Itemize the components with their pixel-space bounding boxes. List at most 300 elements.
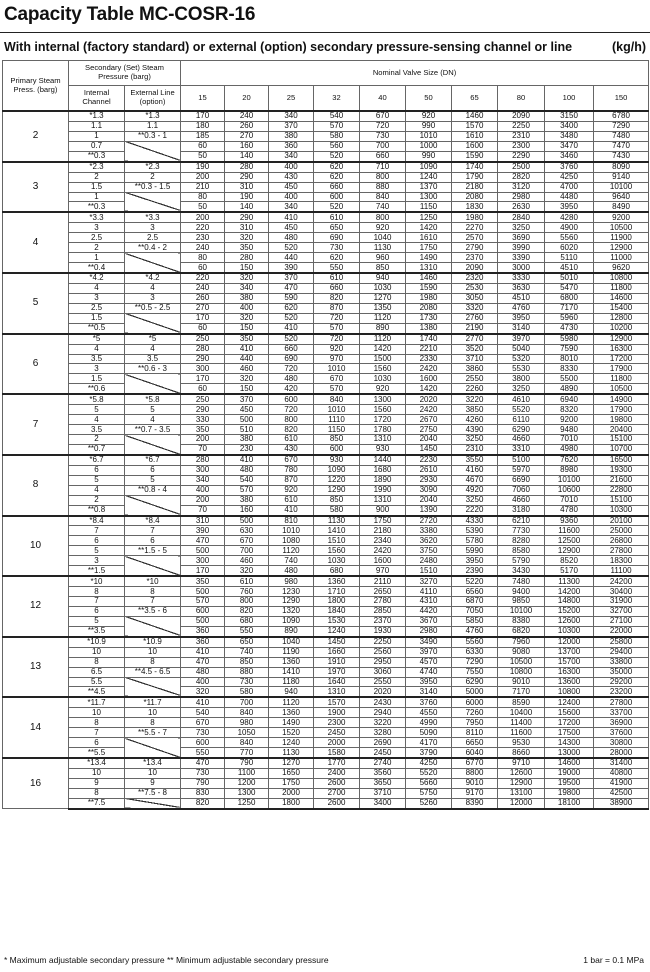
capacity-cell: 11600 [545,526,594,536]
capacity-cell: 7960 [498,637,545,647]
capacity-cell: 10500 [498,657,545,667]
capacity-cell: 170 [181,313,225,323]
not-applicable-cell [125,616,181,636]
capacity-cell: 1610 [452,131,498,141]
capacity-cell: 560 [314,141,360,151]
capacity-cell: 520 [269,313,314,323]
capacity-cell: 2300 [314,718,360,728]
capacity-cell: 2790 [452,243,498,253]
capacity-cell: 9200 [545,415,594,425]
table-row [3,283,649,293]
capacity-cell: 710 [360,162,406,172]
capacity-cell: 570 [225,485,269,495]
external-line-cell: 3 [125,223,181,233]
capacity-cell: 350 [225,334,269,344]
capacity-cell: 1500 [360,354,406,364]
capacity-cell: 12800 [594,313,649,323]
capacity-cell: 10800 [594,273,649,283]
internal-channel-cell: 3 [69,556,125,566]
capacity-cell: 400 [225,303,269,313]
capacity-cell: 610 [269,435,314,445]
capacity-cell: 5220 [452,576,498,586]
page-title: Capacity Table MC-COSR-16 [4,4,256,25]
capacity-cell: 1640 [314,677,360,687]
capacity-cell: 70 [181,505,225,515]
capacity-cell: 540 [314,111,360,121]
capacity-cell: 160 [225,505,269,515]
capacity-cell: 6820 [498,626,545,636]
capacity-cell: 1750 [406,243,452,253]
capacity-cell: 4920 [452,485,498,495]
capacity-cell: 3380 [406,526,452,536]
capacity-cell: 370 [225,394,269,404]
capacity-cell: 5100 [498,455,545,465]
capacity-cell: 1610 [406,233,452,243]
capacity-cell: 2780 [360,597,406,607]
internal-channel-cell: 4 [69,344,125,354]
internal-channel-cell: 1.5 [69,313,125,323]
page-subtitle [4,40,646,54]
capacity-cell: 2980 [498,192,545,202]
capacity-cell: 1010 [314,364,360,374]
external-line-cell: **0.3 - 1.5 [125,182,181,192]
table-row [3,354,649,364]
capacity-cell: 8330 [545,364,594,374]
table-row [3,516,649,526]
external-line-cell: **7.5 - 8 [125,788,181,798]
capacity-cell: 5960 [545,313,594,323]
capacity-cell: 480 [269,374,314,384]
capacity-cell: 16300 [545,667,594,677]
internal-channel-cell: 1.5 [69,182,125,192]
capacity-cell: 12600 [498,768,545,778]
capacity-cell: 2650 [360,587,406,597]
capacity-cell: 610 [314,273,360,283]
capacity-cell: 320 [225,374,269,384]
capacity-cell: 2310 [498,131,545,141]
table-row [3,758,649,768]
capacity-cell: 4550 [406,708,452,718]
capacity-cell: 6800 [545,293,594,303]
capacity-cell: 1010 [406,131,452,141]
capacity-cell: 500 [225,516,269,526]
not-applicable-cell [125,253,181,273]
internal-channel-cell: **0.5 [69,323,125,333]
capacity-cell: 2530 [452,283,498,293]
capacity-cell: 290 [181,405,225,415]
internal-channel-cell: 8 [69,587,125,597]
capacity-cell: 1720 [360,415,406,425]
capacity-cell: 550 [181,748,225,758]
capacity-cell: 25800 [594,637,649,647]
capacity-cell: 890 [269,626,314,636]
capacity-cell: 10400 [498,708,545,718]
table-row [3,495,649,505]
capacity-cell: 9530 [498,738,545,748]
capacity-cell: 420 [269,384,314,394]
capacity-cell: 2600 [314,778,360,788]
table-row [3,141,649,151]
capacity-cell: 10300 [545,626,594,636]
capacity-cell: 3950 [545,202,594,212]
external-line-cell: 10 [125,708,181,718]
capacity-cell: 2610 [406,465,452,475]
capacity-cell: 8010 [545,354,594,364]
capacity-cell: 19800 [545,788,594,798]
capacity-cell: 820 [314,293,360,303]
capacity-cell: 1040 [269,637,314,647]
capacity-cell: 19000 [545,768,594,778]
capacity-cell: 4740 [406,667,452,677]
capacity-cell: 360 [181,626,225,636]
table-row [3,192,649,202]
capacity-cell: 5850 [452,616,498,626]
capacity-cell: 2550 [360,677,406,687]
capacity-cell: 2270 [452,223,498,233]
capacity-cell: 2400 [314,768,360,778]
capacity-cell: 1130 [360,243,406,253]
capacity-cell: 1580 [314,748,360,758]
capacity-cell: 1120 [269,546,314,556]
capacity-cell: 660 [360,151,406,161]
capacity-cell: 12900 [498,778,545,788]
capacity-cell: 960 [360,253,406,263]
table-row [3,384,649,394]
capacity-cell: 830 [181,788,225,798]
capacity-cell: 9710 [498,758,545,768]
table-row [3,606,649,616]
capacity-cell: 350 [225,243,269,253]
capacity-cell: 3860 [452,364,498,374]
capacity-cell: 680 [225,616,269,626]
capacity-cell: 410 [181,697,225,707]
header-secondary-pressure: Secondary (Set) Steam Pressure (barg) [69,61,181,86]
table-row [3,293,649,303]
capacity-cell: 2740 [360,758,406,768]
capacity-cell: 2420 [406,364,452,374]
capacity-cell: 570 [314,323,360,333]
capacity-cell: 340 [269,202,314,212]
internal-channel-cell: 8 [69,718,125,728]
capacity-cell: 900 [360,505,406,515]
capacity-cell: 37600 [594,728,649,738]
capacity-cell: 670 [225,536,269,546]
table-row [3,344,649,354]
capacity-cell: 790 [225,758,269,768]
capacity-cell: 610 [225,576,269,586]
capacity-cell: 480 [181,667,225,677]
capacity-cell: 380 [225,435,269,445]
capacity-cell: 15100 [594,435,649,445]
capacity-cell: 820 [225,606,269,616]
capacity-cell: 28000 [594,748,649,758]
capacity-cell: 220 [181,223,225,233]
external-line-cell: *6.7 [125,455,181,465]
capacity-cell: 60 [181,263,225,273]
capacity-cell: 1420 [406,384,452,394]
capacity-cell: 4900 [545,223,594,233]
internal-channel-cell: 4 [69,283,125,293]
capacity-cell: 2720 [406,516,452,526]
table-row [3,465,649,475]
capacity-cell: 600 [314,444,360,454]
capacity-cell: 11400 [498,718,545,728]
capacity-cell: 22800 [594,485,649,495]
capacity-cell: 3390 [498,253,545,263]
primary-pressure-cell: 4 [3,212,69,273]
table-row [3,566,649,576]
capacity-cell: 500 [225,415,269,425]
capacity-cell: 16300 [594,344,649,354]
internal-channel-cell: *10.9 [69,637,125,647]
internal-channel-cell: *5 [69,334,125,344]
capacity-cell: 2690 [360,738,406,748]
capacity-cell: 760 [225,587,269,597]
capacity-cell: 9850 [498,597,545,607]
internal-channel-cell: 5 [69,405,125,415]
capacity-cell: 430 [269,172,314,182]
capacity-cell: 11800 [594,283,649,293]
capacity-cell: 380 [225,495,269,505]
capacity-cell: 1450 [406,444,452,454]
capacity-cell: 220 [181,273,225,283]
unit-conversion-note: 1 bar = 0.1 MPa [583,955,644,965]
capacity-cell: 32700 [594,606,649,616]
capacity-cell: 10200 [594,323,649,333]
capacity-cell: 12000 [545,637,594,647]
external-line-cell: 8 [125,718,181,728]
external-line-cell: *10 [125,576,181,586]
capacity-cell: 3400 [360,798,406,808]
table-row [3,687,649,697]
capacity-cell: 2430 [360,697,406,707]
capacity-cell: 1840 [314,606,360,616]
capacity-cell: 5010 [545,273,594,283]
capacity-cell: 890 [360,323,406,333]
capacity-cell: 6560 [452,587,498,597]
capacity-cell: 1530 [314,616,360,626]
capacity-cell: 1740 [406,334,452,344]
capacity-cell: 2330 [406,354,452,364]
capacity-cell: 14600 [594,293,649,303]
capacity-cell: 2020 [360,687,406,697]
capacity-cell: 6290 [452,677,498,687]
capacity-cell: 1130 [269,748,314,758]
capacity-cell: 6290 [498,425,545,435]
capacity-cell: 2340 [360,536,406,546]
capacity-cell: 1970 [314,667,360,677]
internal-channel-cell: *3.3 [69,212,125,222]
internal-channel-cell: 6 [69,465,125,475]
capacity-cell: 570 [314,384,360,394]
capacity-cell: 2980 [406,626,452,636]
capacity-cell: 31400 [594,758,649,768]
capacity-cell: 520 [269,243,314,253]
external-line-cell: *1.3 [125,111,181,121]
capacity-cell: 340 [225,283,269,293]
capacity-cell: 2230 [406,455,452,465]
external-line-cell: 9 [125,778,181,788]
capacity-cell: 980 [225,718,269,728]
capacity-cell: 740 [225,647,269,657]
capacity-cell: 850 [360,263,406,273]
capacity-cell: 330 [181,415,225,425]
capacity-cell: 1090 [269,616,314,626]
capacity-cell: 4760 [498,303,545,313]
table-row [3,576,649,586]
table-row [3,172,649,182]
internal-channel-cell: *2.3 [69,162,125,172]
table-row [3,475,649,485]
external-line-cell: 1.1 [125,121,181,131]
capacity-cell: 720 [314,334,360,344]
external-line-cell: 4 [125,415,181,425]
capacity-cell: 6940 [545,394,594,404]
not-applicable-cell [125,313,181,333]
table-row [3,313,649,323]
capacity-cell: 280 [181,455,225,465]
capacity-cell: 5560 [545,233,594,243]
capacity-cell: 270 [225,131,269,141]
capacity-cell: 23200 [594,687,649,697]
capacity-cell: 4730 [545,323,594,333]
capacity-cell: 5040 [498,344,545,354]
capacity-cell: 2000 [314,738,360,748]
capacity-cell: 580 [314,505,360,515]
primary-pressure-cell: 3 [3,162,69,213]
capacity-cell: 2390 [452,566,498,576]
capacity-cell: 2760 [452,313,498,323]
external-line-cell: 4 [125,283,181,293]
capacity-cell: 3140 [498,323,545,333]
capacity-cell: 470 [181,657,225,667]
internal-channel-cell: 4 [69,485,125,495]
capacity-cell: 170 [181,374,225,384]
capacity-cell: 1150 [314,425,360,435]
capacity-cell: 3220 [360,718,406,728]
capacity-cell: 2850 [360,606,406,616]
capacity-cell: 5970 [498,465,545,475]
header-dn-15: 15 [181,86,225,112]
capacity-cell: 3760 [406,697,452,707]
table-row [3,788,649,798]
capacity-cell: 2940 [360,708,406,718]
capacity-cell: 470 [269,283,314,293]
capacity-cell: 17500 [545,728,594,738]
capacity-cell: 1290 [269,597,314,607]
capacity-cell: 7060 [498,485,545,495]
capacity-cell: 10300 [594,505,649,515]
capacity-cell: 3250 [498,223,545,233]
capacity-cell: 730 [360,131,406,141]
capacity-cell: 660 [314,283,360,293]
capacity-cell: 26800 [594,536,649,546]
external-line-cell: *8.4 [125,516,181,526]
capacity-cell: 190 [181,162,225,172]
capacity-cell: 5470 [545,283,594,293]
capacity-cell: 12400 [545,697,594,707]
capacity-cell: 8980 [545,465,594,475]
capacity-cell: 1220 [314,475,360,485]
table-row [3,597,649,607]
capacity-cell: 610 [314,212,360,222]
capacity-cell: 38900 [594,798,649,808]
capacity-cell: 3990 [498,243,545,253]
capacity-cell: 3460 [545,151,594,161]
capacity-cell: 2600 [314,798,360,808]
table-row [3,455,649,465]
capacity-cell: 650 [314,223,360,233]
capacity-cell: 390 [181,526,225,536]
internal-channel-cell: 0.7 [69,141,125,151]
external-line-cell: *5 [125,334,181,344]
external-line-cell: 4 [125,344,181,354]
capacity-cell: 930 [360,444,406,454]
header-dn-25: 25 [269,86,314,112]
capacity-cell: 770 [225,748,269,758]
capacity-cell: 320 [225,233,269,243]
capacity-cell: 11800 [594,374,649,384]
capacity-cell: 1420 [360,344,406,354]
table-row [3,505,649,515]
capacity-cell: 2250 [498,121,545,131]
capacity-cell: 60 [181,384,225,394]
capacity-cell: 350 [181,425,225,435]
capacity-cell: 680 [314,566,360,576]
table-row [3,425,649,435]
capacity-cell: 2820 [498,172,545,182]
capacity-cell: 5530 [498,364,545,374]
external-line-cell: **0.5 - 2.5 [125,303,181,313]
capacity-cell: 2220 [452,505,498,515]
external-line-cell: *5.8 [125,394,181,404]
capacity-cell: 3750 [406,546,452,556]
internal-channel-cell: 3 [69,223,125,233]
capacity-cell: 4890 [545,384,594,394]
capacity-cell: 840 [360,192,406,202]
capacity-cell: 5780 [452,536,498,546]
capacity-cell: 3250 [498,384,545,394]
capacity-cell: 810 [269,516,314,526]
capacity-cell: 14300 [545,738,594,748]
capacity-cell: 460 [225,364,269,374]
capacity-cell: 4780 [545,505,594,515]
capacity-cell: 1390 [406,505,452,515]
capacity-cell: 930 [314,455,360,465]
capacity-cell: 1310 [360,495,406,505]
capacity-cell: 690 [314,233,360,243]
capacity-cell: 1440 [360,455,406,465]
capacity-cell: 6000 [452,697,498,707]
capacity-cell: 180 [181,121,225,131]
capacity-cell: 3060 [360,667,406,677]
not-applicable-cell [125,192,181,212]
capacity-cell: 1370 [406,182,452,192]
table-row [3,121,649,131]
internal-channel-cell: 1.1 [69,121,125,131]
internal-channel-cell: 5.5 [69,677,125,687]
capacity-cell: 1310 [406,263,452,273]
not-applicable-cell [125,798,181,808]
internal-channel-cell: 10 [69,768,125,778]
capacity-cell: 10800 [498,667,545,677]
capacity-cell: 2950 [360,657,406,667]
capacity-cell: 8580 [498,546,545,556]
capacity-cell: 8380 [498,616,545,626]
capacity-cell: 5660 [406,778,452,788]
capacity-cell: 730 [225,677,269,687]
capacity-cell: 410 [225,455,269,465]
